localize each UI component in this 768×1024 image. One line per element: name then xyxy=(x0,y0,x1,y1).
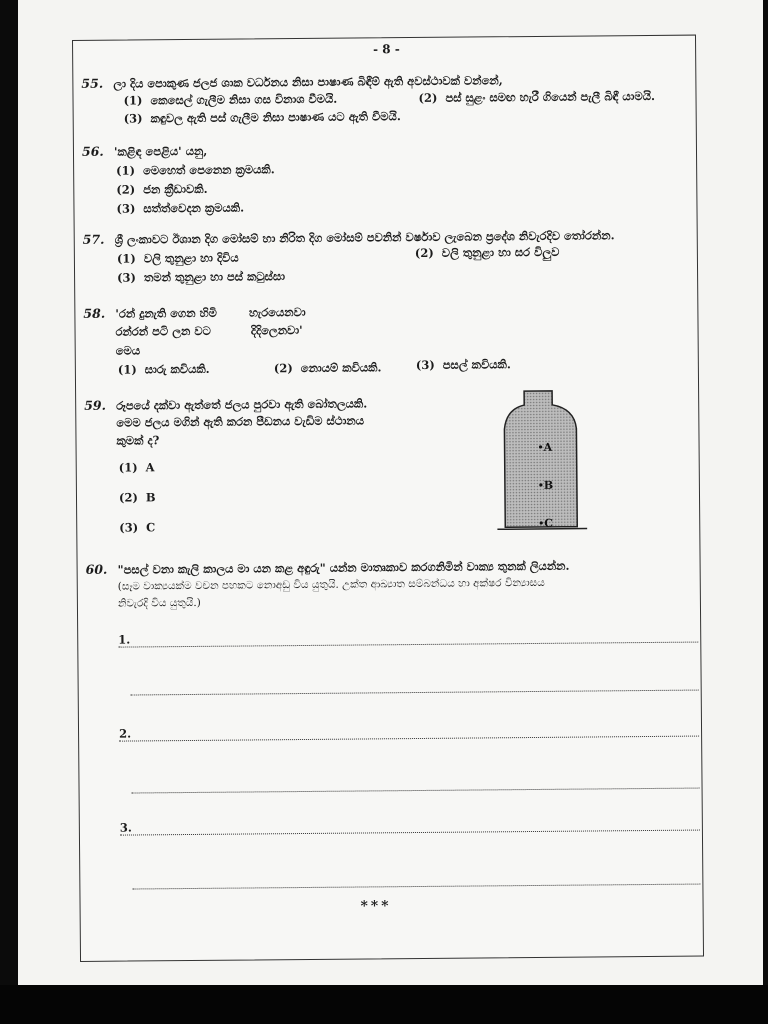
q59-option-1: (1) A xyxy=(118,460,155,475)
q55-option-1: (1) කෙසෙල් ගැලීම නිසා ගස විනාශ වීමයි. xyxy=(123,91,338,108)
q58-option-3: (3) පසල් කවියකි. xyxy=(415,357,511,373)
question-59: 59. රූපයේ දක්වා ඇත්තේ ජලය පුරවා ඇති බෝතලයකි. xyxy=(84,396,368,413)
answer-line-3b[interactable] xyxy=(132,870,700,890)
answer-line-3[interactable]: 3. xyxy=(120,816,700,836)
q59-option-3: (3) C xyxy=(119,520,156,535)
q57-option-3: (3) තමන් තුනුළා හා පස් කටුස්සා xyxy=(117,269,286,285)
question-60: 60. "පසල් වනා කැලි කාලය මා යන කළ අඳුරු" යන්න මාතෘකාව කරගනිමින් වාක්‍ය තුනක් ලියන්න. xyxy=(85,558,570,577)
q59-stem-line-2: මෙම ජලය මගින් ඇති කරන පීඩනය වැඩිම ස්ථානය xyxy=(116,413,365,430)
question-57: 57. ශ්‍රී ලංකාවට ඊශාන දිග මෝසම් හා නිරිත දිග මෝසම් පවනින් වර්ෂාව ලැබෙන ප්‍රදේශ නිවැරදිව තෝරන්න. xyxy=(82,228,615,247)
answer-line-2[interactable]: 2. xyxy=(119,722,699,742)
q59-option-2: (2) B xyxy=(118,490,156,505)
answer-line-1[interactable]: 1. xyxy=(118,628,698,648)
question-number: 55. xyxy=(81,75,104,91)
end-of-paper-mark: *** xyxy=(360,898,392,915)
question-stem: ලා දිය පොකුණ ජලජ ශාක වර්ධනය නිසා පාෂාණ බිඳීම් ඇති අවස්ථාවක් වන්නේ, xyxy=(113,73,503,91)
q58-option-1: (1) සාරු කවියකි. xyxy=(117,361,210,377)
q56-option-2: (2) ජන ක්‍රීඩාවකි. xyxy=(116,181,208,197)
exam-sheet xyxy=(72,35,704,962)
label-c: C xyxy=(544,516,554,530)
bottle-outline xyxy=(504,391,577,528)
q56-option-3: (3) සත්ත්වෙදන ක්‍රමයකි. xyxy=(116,200,245,216)
label-b: B xyxy=(543,478,554,492)
scan-bottom-border xyxy=(0,985,768,1024)
q55-option-3: (3) කඳුවල ඇති පස් ගැලීම නිසා පාෂාණ යට ඇති වීමයි. xyxy=(123,109,401,126)
q60-instruction-1: (සෑම වාක්‍යයක්ම වචන පහකට නොඅඩු විය යුතුයි. උක්ත ආඛ්‍යාත සම්බන්ධය හා අක්ෂර වින්‍යාසය xyxy=(117,576,545,593)
q56-option-1: (1) මෙහෙත් පෙනෙන ක්‍රමයකි. xyxy=(116,162,275,178)
q57-option-2: (2) වලි තුනුළා හා සර විලුව xyxy=(414,244,560,261)
label-a: A xyxy=(543,440,553,454)
answer-line-1b[interactable] xyxy=(131,676,699,696)
page-number: - 8 - xyxy=(373,42,400,57)
bottle-svg xyxy=(496,389,587,535)
question-56: 56. 'කළිඳ පෙළිය' යනු, xyxy=(81,143,208,159)
question-58: 58. 'රන් දුනැති ගෙන හිමි හැරයෙනවා xyxy=(83,304,306,321)
answer-line-2b[interactable] xyxy=(131,774,699,794)
water-bottle-figure xyxy=(496,389,587,535)
q59-stem-line-3: කුමක් ද? xyxy=(116,433,160,448)
ground-line xyxy=(497,529,587,530)
q60-instruction-2: නිවැරදි විය යුතුයි.) xyxy=(117,596,201,610)
q57-option-1: (1) වලි තුනුළා හා දිවිය xyxy=(116,250,239,266)
q55-option-2: (2) පස් සුළං සමඟ හැරී ගියෙන් පැලී බිඳී යාමයි. xyxy=(418,88,656,105)
q58-option-2: (2) නොයම් කවියකි. xyxy=(273,360,382,376)
q58-verse-line-2: රන්රන් පටි ලන වට දිදිලෙනවා' xyxy=(115,322,303,339)
question-55 xyxy=(81,71,503,93)
q58-stem-tail: මෙය xyxy=(115,343,141,358)
